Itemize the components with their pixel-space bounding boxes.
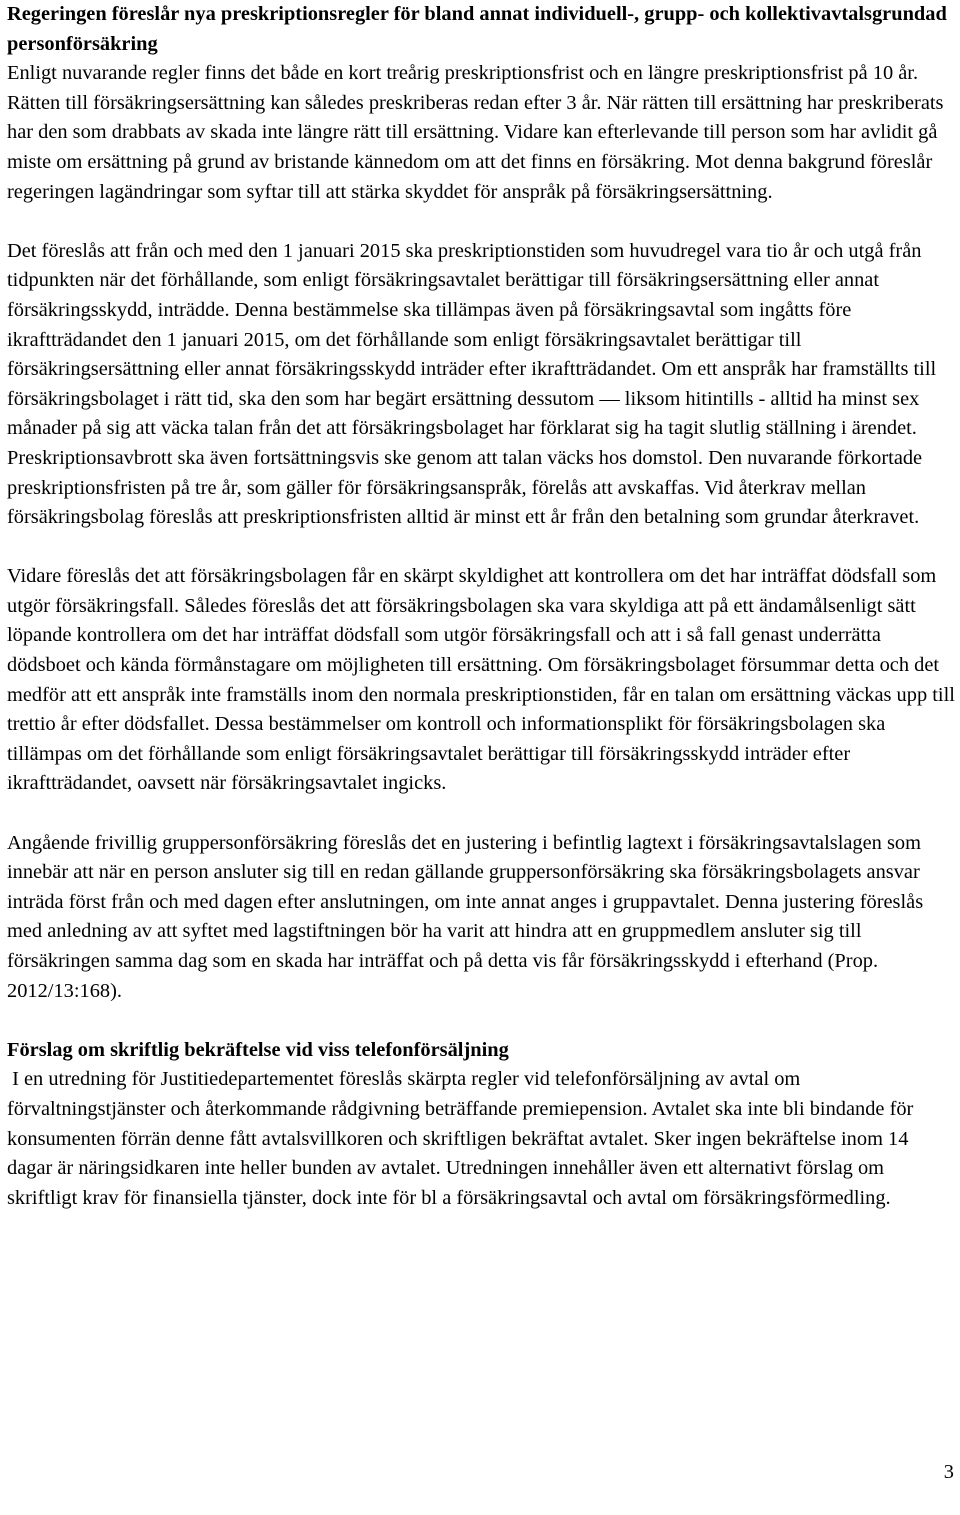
paragraph-telefonforsaljning: I en utredning för Justitiedepartementet föreslås skärpta regler vid telefonförsäljning av avtal om förvaltningstjänster och återkommande rådgivning beträffande premiepension. Avtalet ska inte bli bindande för konsumenten förrän denne fått avtalsvillkoren och skriftligen bekräftat avtalet. Sker ingen bekräftelse inom 14 dagar är näringsidkaren inte heller bunden av avtalet. Utredningen innehåller även ett alternativt förslag om skriftligt krav för finansiella tjänster, dock inte för bl a försäkringsavtal och avtal om försäkringsförmedling. [7, 1068, 919, 1209]
paragraph-gruppersonforsakring: Angående frivillig gruppersonförsäkring föreslås det en justering i befintlig lagtext i försäkringsavtalslagen som innebär att när en person ansluter sig till en redan gällande gruppersonförsäkring ska försäkringsbolagets ansvar inträda först från och med dagen efter anslutningen, om inte annat anges i gruppavtalet. Denna justering föreslås med anledning av att syftet med lagstiftningen bör ha varit att hindra att en gruppmedlem ansluter sig till försäkringen samma dag som en skada har inträffat och på detta vis får försäkringsskydd i efterhand (Prop. 2012/13:168). [7, 831, 924, 1002]
page-number: 3 [943, 1461, 954, 1483]
section-heading-telefonforsaljning: Förslag om skriftlig bekräftelse vid viss telefonförsäljning [7, 1038, 509, 1061]
paragraph-kontroll-dodsfall: Vidare föreslås det att försäkringsbolagen får en skärpt skyldighet att kontrollera om det har inträffat dödsfall som utgör försäkringsfall. Således föreslås det att försäkringsbolagen ska vara skyldiga att på ett ändamålsenligt sätt löpande kontrollera om det har inträffat dödsfall som utgör försäkringsfall och att i så fall genast underrätta dödsboet och kända förmånstagare om möjligheten till ersättning. Om försäkringsbolaget försummar detta och det medför att ett anspråk inte framställs inom den normala preskriptionstiden, får en talan om ersättning väckas upp till trettio år efter dödsfallet. Dessa bestämmelser om kontroll och informationsplikt för försäkringsbolagen ska tillämpas om det förhållande som enligt försäkringsavtalet berättigar till försäkringsskydd inträder efter ikraftträdandet, oavsett när försäkringsavtalet ingicks. [7, 565, 955, 795]
section-heading-preskription: Regeringen föreslår nya preskriptionsregler för bland annat individuell-, grupp- och kollektivavtalsgrundad personförsäkring [7, 3, 947, 55]
paragraph-nya-regler: Det föreslås att från och med den 1 januari 2015 ska preskriptionstiden som huvudregel vara tio år och utgå från tidpunkten när det förhållande, som enligt försäkringsavtalet berättigar till försäkringsersättning eller annat försäkringsskydd, inträdde. Denna bestämmelse ska tillämpas även på försäkringsavtal som ingåtts före ikraftträdandet den 1 januari 2015, om det förhållande som enligt försäkringsavtalet berättigar till försäkringsersättning eller annat försäkringsskydd inträder efter ikraftträdandet. Om ett anspråk har framställts till försäkringsbolaget i rätt tid, ska den som har begärt ersättning dessutom — liksom hitintills - alltid ha minst sex månader på sig att väcka talan från det att försäkringsbolaget har förklarat sig ha tagit slutlig ställning i ärendet. Preskriptionsavbrott ska även fortsättningsvis ske genom att talan väcks hos domstol. Den nuvarande förkortade preskriptionsfristen på tre år, som gäller för försäkringsanspråk, förelås att avskaffas. Vid återkrav mellan försäkringsbolag föreslås att preskriptionsfristen alltid är minst ett år från den betalning som grundar återkravet. [7, 239, 937, 529]
document-page [7, 0, 955, 1213]
paragraph-nuvarande-regler: Enligt nuvarande regler finns det både en kort treårig preskriptionsfrist och en längre preskriptionsfrist på 10 år. Rätten till försäkringsersättning kan således preskriberas redan efter 3 år. När rätten till ersättning har preskriberats har den som drabbats av skada inte längre rätt till ersättning. Vidare kan efterlevande till person som har avlidit gå miste om ersättning på grund av bristande kännedom om att det finns en försäkring. Mot denna bakgrund föreslår regeringen lagändringar som syftar till att stärka skyddet för anspråk på försäkringsersättning. [7, 62, 944, 203]
